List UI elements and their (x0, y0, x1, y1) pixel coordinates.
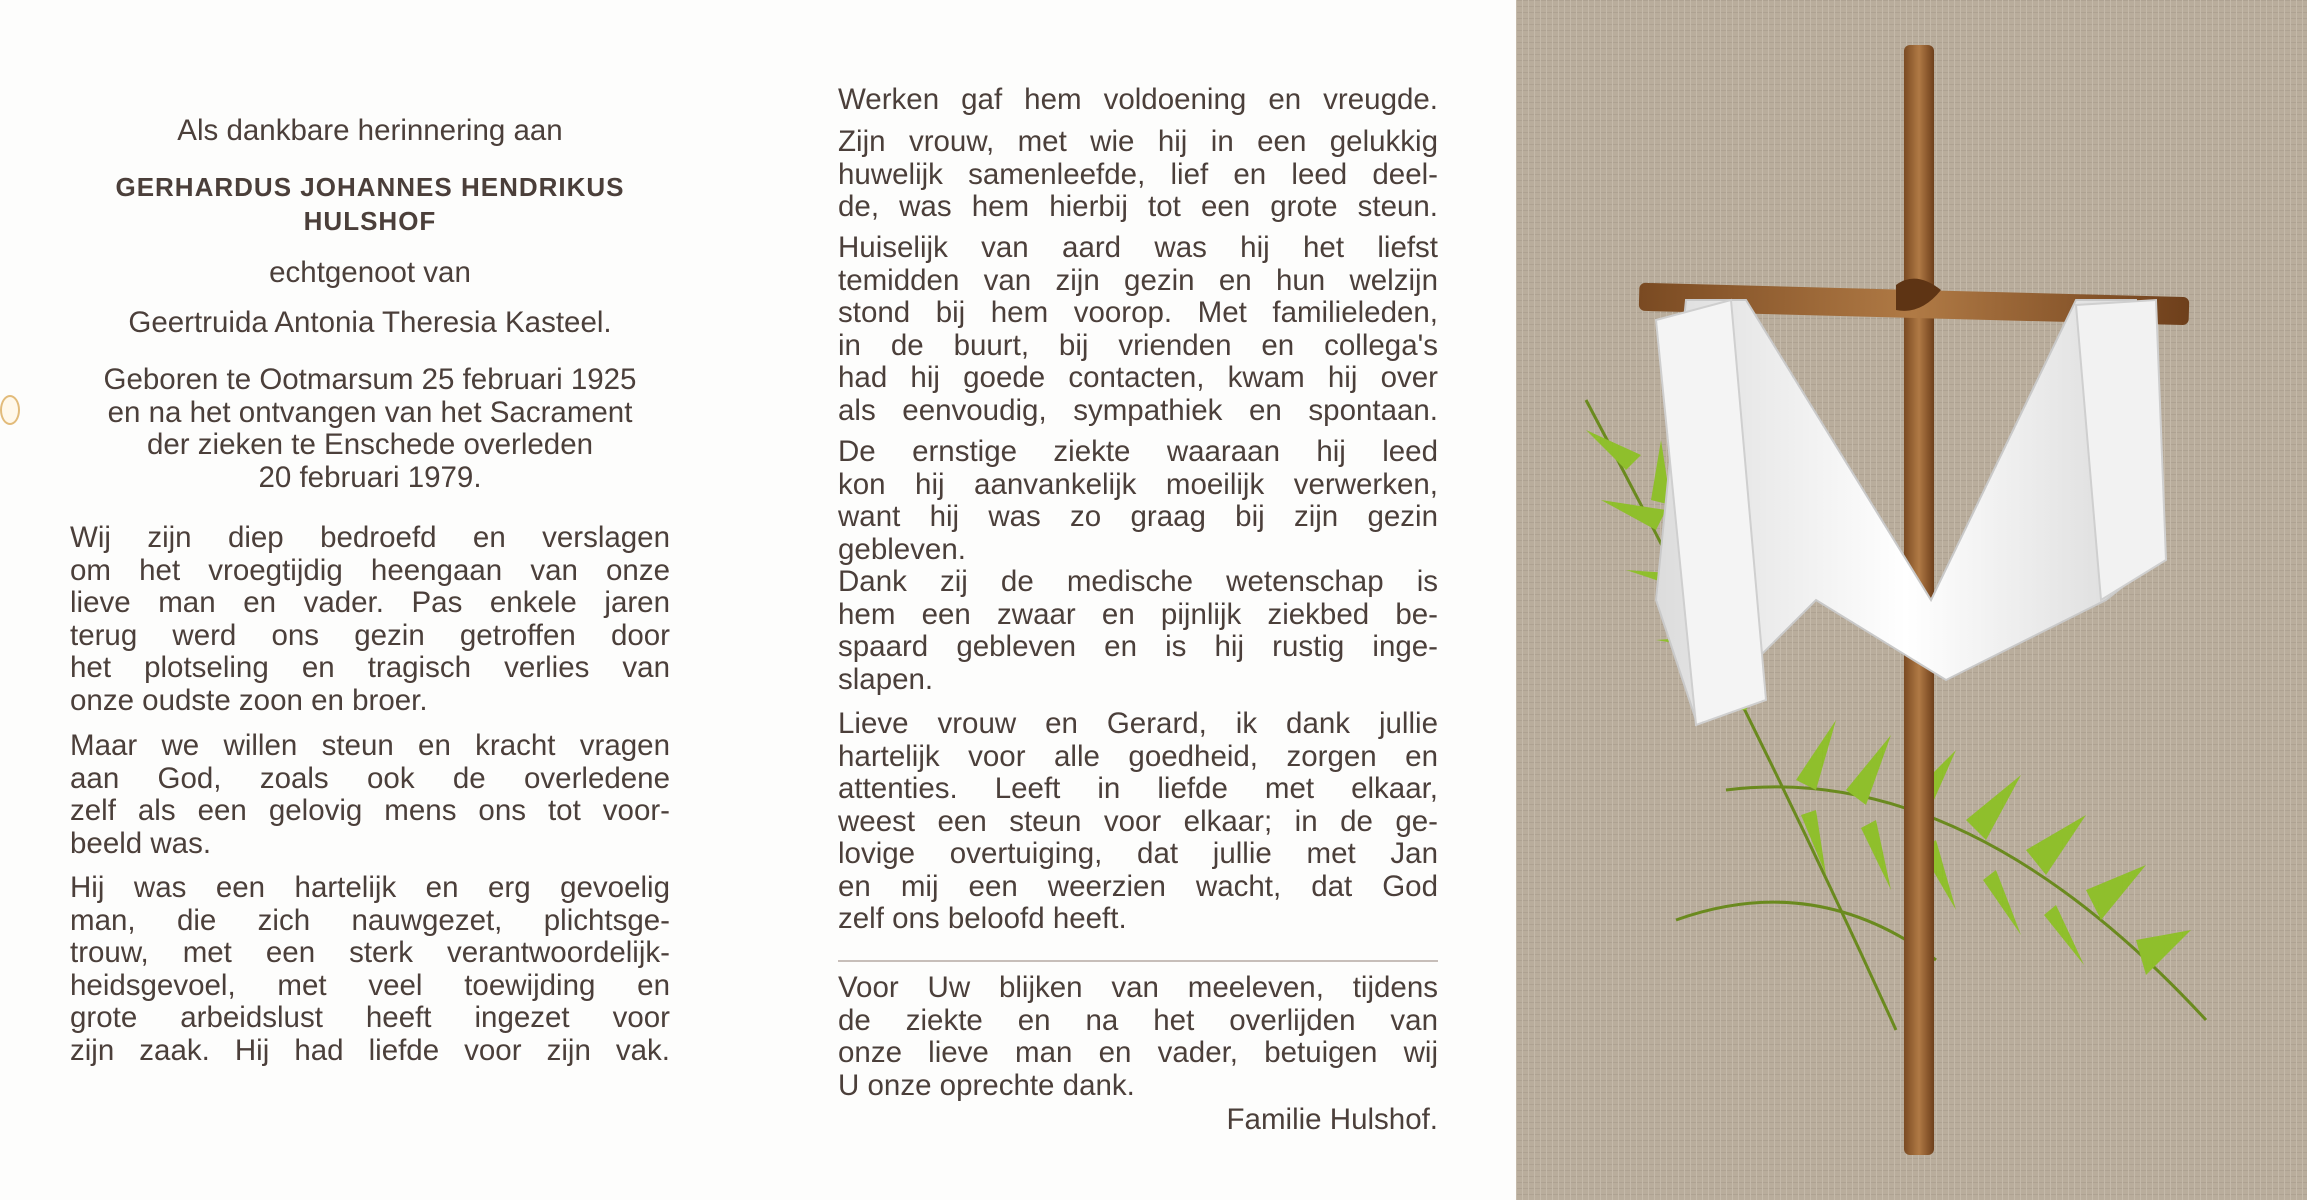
text-line: had hij goede contacten, kwam hij over (838, 361, 1438, 394)
spouse-name: Geertruida Antonia Theresia Kasteel. (128, 306, 612, 339)
text-line: heidsgevoel, met veel toewijding en (70, 968, 670, 1002)
text-line: in de buurt, bij vrienden en collega's (838, 328, 1438, 362)
text-line: hartelijk voor alle goedheid, zorgen en (838, 739, 1438, 773)
text-line: huwelijk samenleefde, lief en leed deel- (838, 157, 1438, 191)
text-line: als eenvoudig, sympathiek en spontaan. (838, 393, 1438, 427)
text-line: het plotseling en tragisch verlies van (70, 651, 670, 684)
deceased-name (70, 170, 670, 238)
text-line: lovige overtuiging, dat jullie met Jan (838, 837, 1438, 870)
name-line: GERHARDUS JOHANNES HENDRIKUS (115, 172, 625, 202)
paragraph-grief (70, 522, 670, 717)
text-line: de ziekte en na het overlijden van (838, 1003, 1438, 1037)
text-line: hem een zwaar en pijnlijk ziekbed be- (838, 597, 1438, 631)
text-line: en na het ontvangen van het Sacrament (107, 395, 633, 429)
text-line: Werken gaf hem voldoening en vreugde. (838, 83, 1438, 116)
text-line: Hij was een hartelijk en erg gevoelig (70, 871, 670, 904)
divider-line (838, 960, 1438, 962)
text-line: Lieve vrouw en Gerard, ik dank jullie (838, 707, 1438, 740)
text-line: en mij een weerzien wacht, dat God (838, 869, 1438, 903)
birth-death-details (70, 364, 670, 494)
text-line: Wij zijn diep bedroefd en verslagen (70, 521, 670, 554)
paragraph-wife (838, 126, 1438, 224)
spouse-label: echtgenoot van (269, 256, 471, 289)
text-line: zelf als een gelovig mens ons tot voor- (70, 794, 670, 827)
text-line: om het vroegtijdig heengaan van onze (70, 553, 670, 587)
text-line: terug werd ons gezin getroffen door (70, 618, 670, 652)
text-line: slapen. (838, 662, 934, 696)
text-line: kon hij aanvankelijk moeilijk verwerken, (838, 467, 1438, 501)
text-line: man, die zich nauwgezet, plichtsge- (70, 903, 670, 937)
text-line: Huiselijk van aard was hij het liefst (838, 231, 1438, 264)
text-line: beeld was. (70, 826, 212, 860)
text-line: attenties. Leeft in liefde met elkaar, (838, 772, 1438, 805)
thanks-paragraph (838, 972, 1438, 1102)
text-line: De ernstige ziekte waaraan hij leed (838, 435, 1438, 468)
text-line: want hij was zo graag bij zijn gezin (838, 500, 1438, 533)
text-line: der zieken te Enschede overleden (146, 428, 594, 461)
paragraph-work (838, 84, 1438, 117)
text-line: 20 februari 1979. (258, 460, 482, 494)
paragraph-character (70, 872, 670, 1067)
text-line: lieve man en vader. Pas enkele jaren (70, 586, 670, 619)
text-line: trouw, met een sterk verantwoordelijk- (70, 936, 670, 969)
text-line: zelf ons beloofd heeft. (838, 902, 1127, 935)
text-line: spaard gebleven en is hij rustig inge- (838, 630, 1438, 663)
family-signature: Familie Hulshof. (1226, 1103, 1438, 1136)
name-line: HULSHOF (303, 206, 437, 236)
text-line: Maar we willen steun en kracht vragen (70, 729, 670, 762)
text-line: temidden van zijn gezin en hun welzijn (838, 263, 1438, 297)
text-line: zijn zaak. Hij had liefde voor zijn vak. (70, 1033, 670, 1067)
text-line: Dank zij de medische wetenschap is (838, 565, 1438, 598)
text-line: aan God, zoals ook de overledene (70, 761, 670, 795)
paragraph-farewell (838, 708, 1438, 936)
cross-illustration (1516, 0, 2307, 1200)
text-line: onze lieve man en vader, betuigen wij (838, 1036, 1438, 1069)
intro-text: Als dankbare herinnering aan (177, 114, 563, 147)
text-line: weest een steun voor elkaar; in de ge- (838, 804, 1438, 838)
paragraph-family (838, 232, 1438, 427)
text-line: de, was hem hierbij tot een grote steun. (838, 190, 1438, 223)
text-line: Zijn vrouw, met wie hij in een gelukkig (838, 125, 1438, 158)
paragraph-illness (838, 436, 1438, 696)
text-line: stond bij hem voorop. Met familieleden, (838, 296, 1438, 329)
text-line: gebleven. (838, 532, 966, 566)
paragraph-strength (70, 730, 670, 860)
text-line: onze oudste zoon en broer. (70, 683, 428, 717)
punch-hole-mark (0, 395, 20, 425)
text-line: U onze oprechte dank. (838, 1068, 1135, 1102)
text-line: Voor Uw blijken van meeleven, tijdens (838, 971, 1438, 1004)
text-line: Geboren te Ootmarsum 25 februari 1925 (103, 363, 637, 396)
text-line: grote arbeidslust heeft ingezet voor (70, 1001, 670, 1034)
